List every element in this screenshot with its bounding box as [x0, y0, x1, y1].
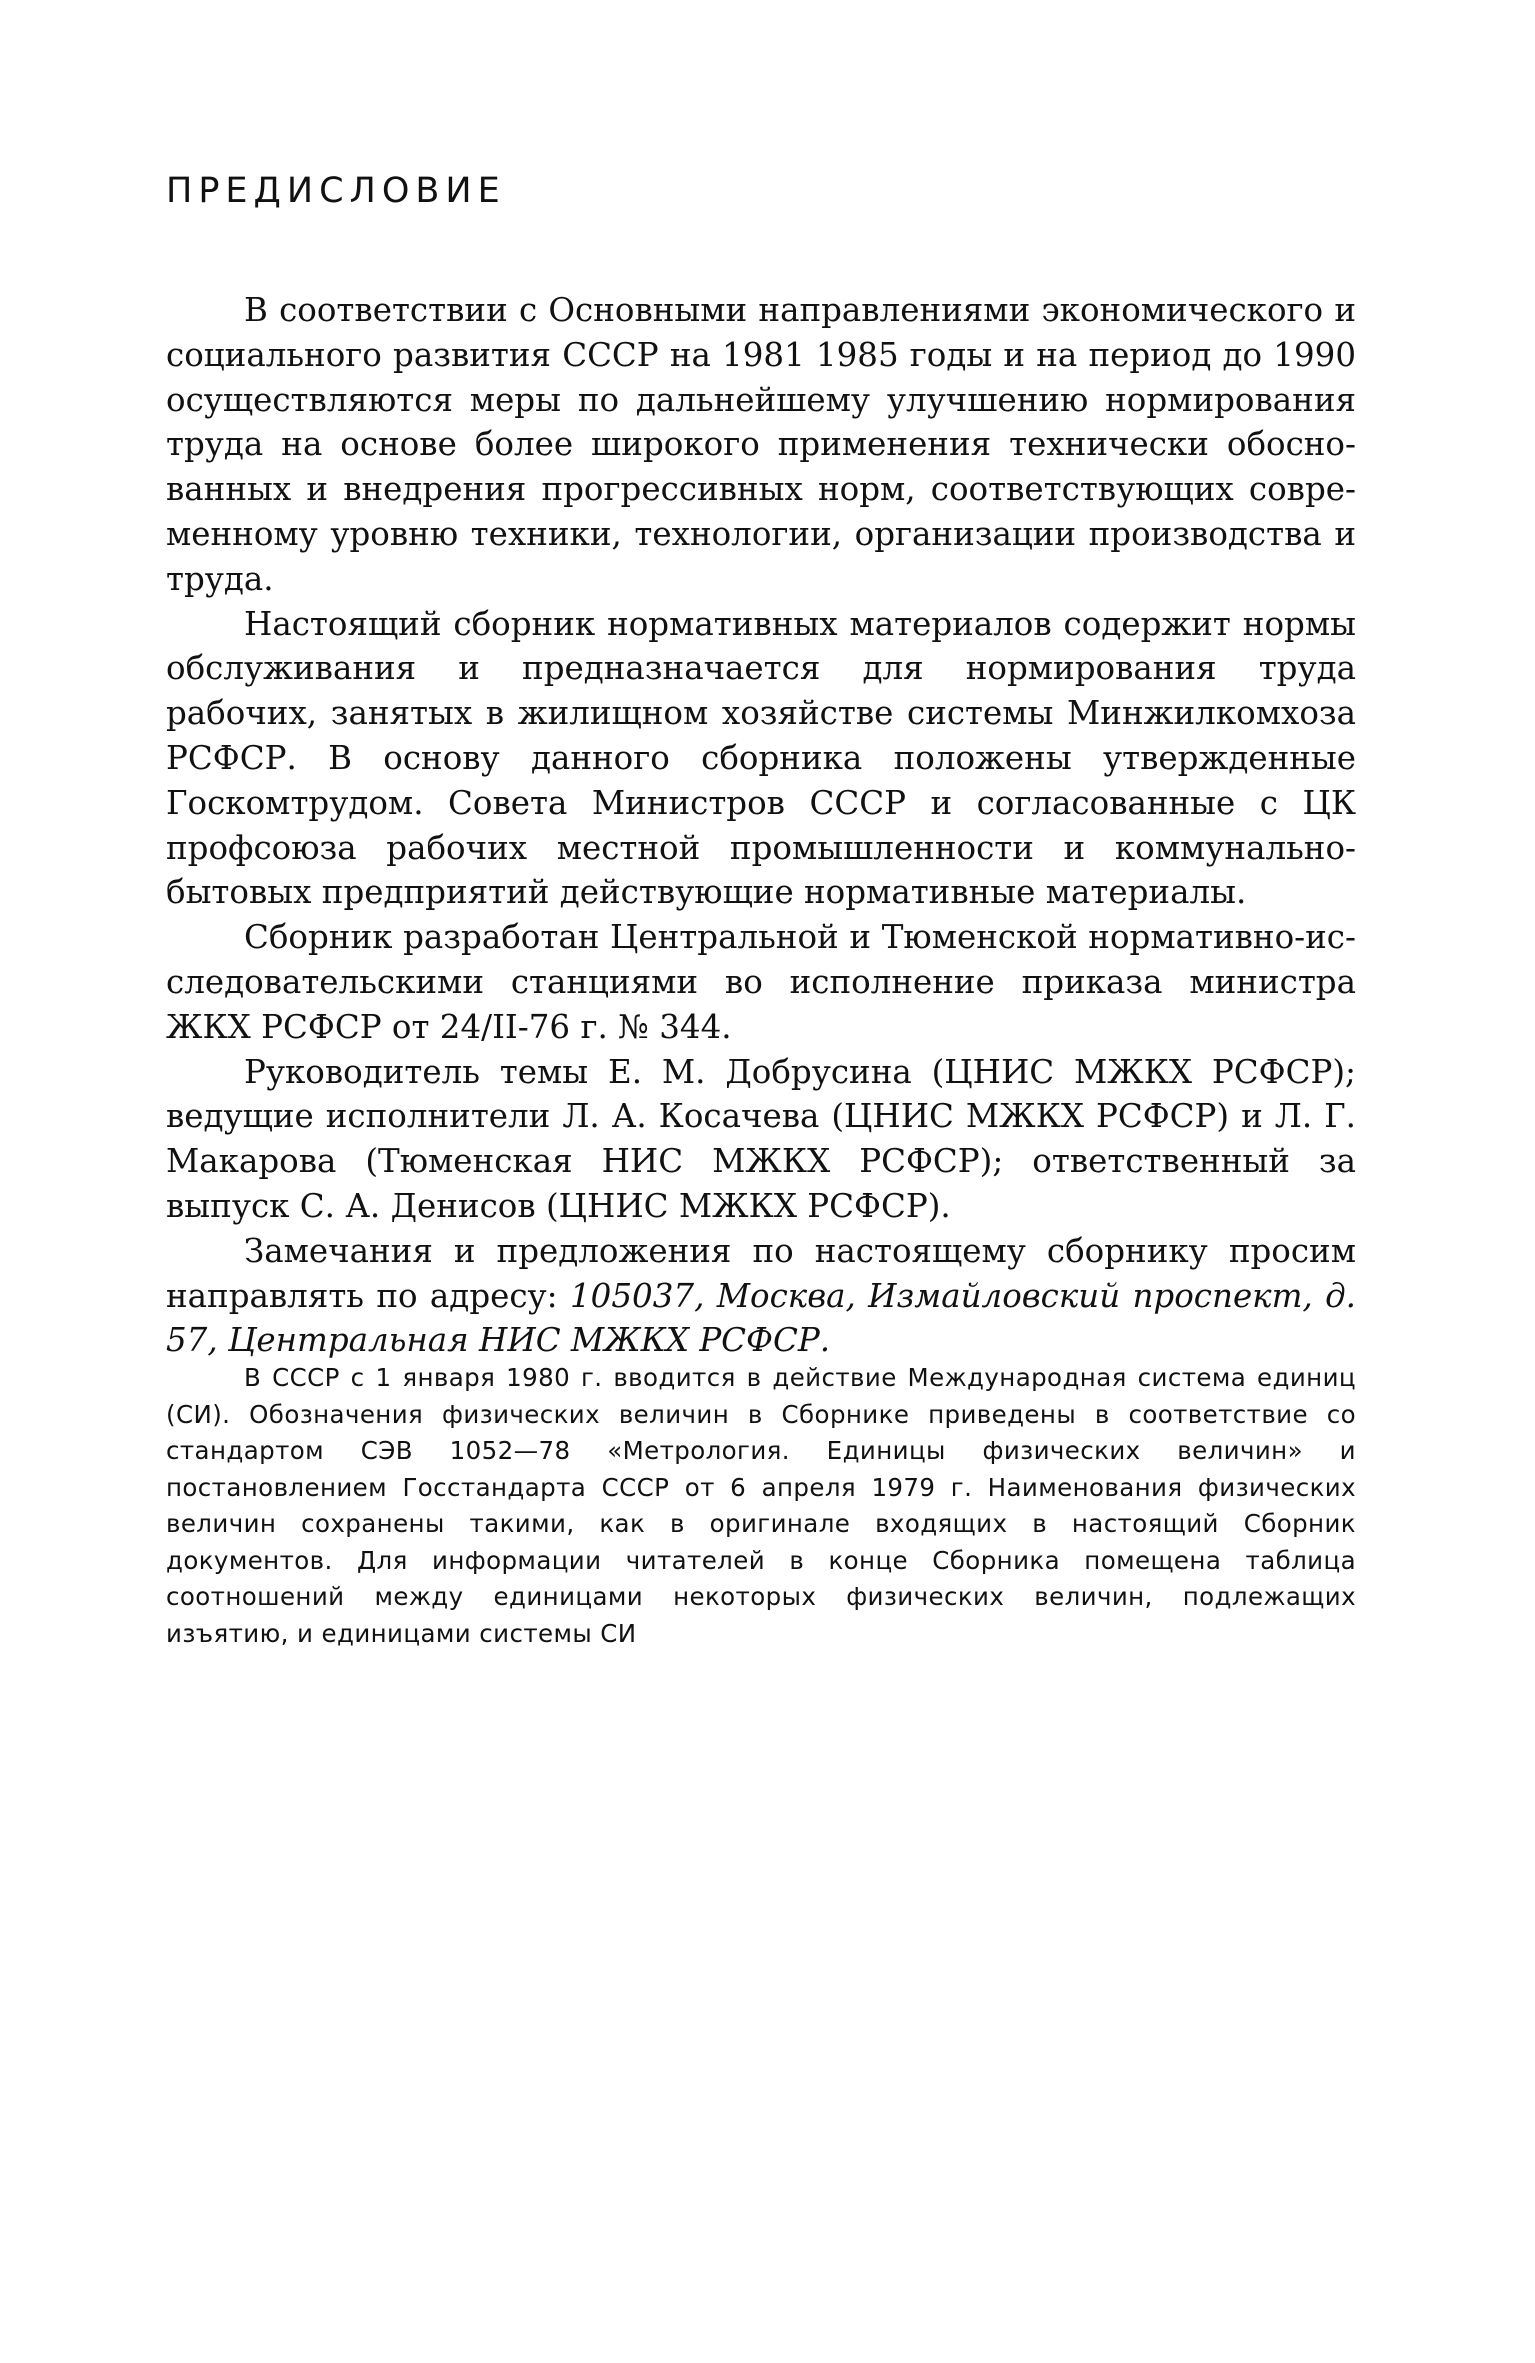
- foreword-body: [166, 288, 1356, 1363]
- feedback-text: Замечания и предложения по настоящему сборнику просим направлять по адресу:: [166, 1231, 1356, 1315]
- si-units-note: [166, 1360, 1356, 1652]
- paragraph-goals: В соответствии с Основными направлениями экономического и социального развития СССР на 1981 1985 годы и на период до 1990 осуществляются меры по дальнейшему улучшению нормирования труда на основе более широкого применения технически обоснованных и внедрения прогрессивных норм, соответствующих современному уровню техники, технологии, организации производства и труда.: [166, 291, 1356, 598]
- page-title: ПРЕДИСЛОВИЕ: [166, 171, 506, 211]
- paragraph-feedback: [166, 1229, 1356, 1363]
- mailing-address: 105037, Москва, Измайловский проспект, д. 57, Центральная НИС МЖКХ РСФСР.: [166, 1276, 1357, 1360]
- paragraph-developers: Сборник разработан Центральной и Тюменской нормативно-исследовательскими станциями во исполнение приказа министра ЖКХ РСФСР от 24/II-76 г. № 344.: [166, 918, 1356, 1046]
- paragraph-authors: Руководитель темы Е. М. Добрусина (ЦНИС МЖКХ РСФСР); ведущие исполнители Л. А. Косачева (ЦНИС МЖКХ РСФСР) и Л. Г. Макарова (Тюменская НИС МЖКХ РСФСР); ответственный за выпуск С. А. Денисов (ЦНИС МЖКХ РСФСР).: [166, 1052, 1356, 1225]
- note-text: В СССР с 1 января 1980 г. вводится в действие Международная система единиц (СИ). Обозначения физических величин в Сборнике приведены в соответствие со стандартом СЭВ 1052—78 «Метрология. Единицы физических величин» и постановлением Госстандарта СССР от 6 апреля 1979 г. Наименования физических величин сохранены такими, как в оригинале входящих в настоящий Сборник документов. Для информации читателей в конце Сборника помещена таблица соотношений между единицами некоторых физических величин, подлежащих изъятию, и единицами системы СИ: [166, 1363, 1356, 1648]
- paragraph-purpose: Настоящий сборник нормативных материалов содержит нормы обслуживания и предназначается для нормирования труда рабочих, занятых в жилищном хозяйстве системы Минжилкомхоза РСФСР. В основу данного сборника положены утвержденные Госкомтрудом. Совета Министров СССР и согласованные с ЦК профсоюза рабочих местной промышленности и коммунально-бытовых предприятий действующие нормативные материалы.: [166, 604, 1356, 912]
